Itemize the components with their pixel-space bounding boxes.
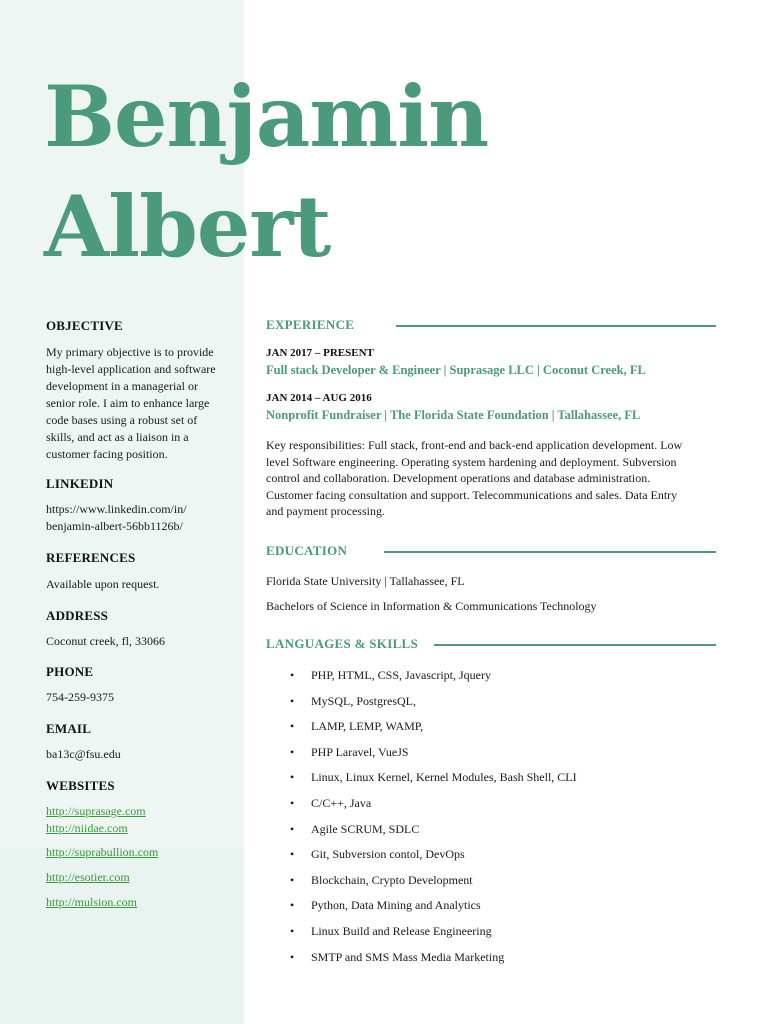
responsibilities-line: level Software engineering. Operating system hardening and deployment. Subversion [266, 454, 677, 469]
websites-heading: WEBSITES [46, 778, 115, 793]
bullet-icon: • [290, 693, 295, 708]
experience-heading-row [266, 317, 716, 337]
skill-text: Linux Build and Release Engineering [311, 923, 492, 938]
skill-text: Agile SCRUM, SDLC [311, 821, 420, 836]
education-heading: EDUCATION [266, 543, 348, 558]
job-dates: JAN 2017 – PRESENT [266, 347, 374, 359]
address-heading: ADDRESS [46, 608, 109, 623]
education-heading-row [266, 543, 716, 563]
list-item [290, 950, 577, 976]
section-divider [384, 551, 716, 553]
website-link[interactable]: http://suprabullion.com [46, 845, 159, 859]
email-section [46, 721, 236, 763]
phone-heading: PHONE [46, 664, 94, 679]
email-heading: EMAIL [46, 721, 92, 736]
website-link[interactable]: http://niidae.com [46, 821, 128, 835]
list-item [290, 873, 577, 899]
objective-text [46, 344, 236, 463]
skills-heading-row [266, 636, 716, 656]
objective-line: development in a managerial or [46, 379, 198, 393]
skill-text: Git, Subversion contol, DevOps [311, 847, 465, 862]
first-name: Benjamin [44, 67, 489, 166]
email-text: ba13c@fsu.edu [46, 747, 121, 761]
objective-line: senior role. I aim to enhance large [46, 396, 210, 410]
phone-text: 754-259-9375 [46, 690, 114, 704]
list-item [290, 796, 577, 822]
phone-section [46, 664, 236, 706]
skill-text: C/C++, Java [311, 795, 372, 810]
skill-text: Python, Data Mining and Analytics [311, 898, 481, 913]
section-divider [396, 325, 716, 327]
references-section [46, 550, 236, 593]
website-link[interactable]: http://suprasage.com [46, 804, 146, 818]
list-item [290, 924, 577, 950]
bullet-icon: • [290, 795, 295, 810]
linkedin-heading: LINKEDIN [46, 476, 114, 491]
bullet-icon: • [290, 821, 295, 836]
responsibilities-line: and payment processing. [266, 504, 385, 518]
objective-line: high-level application and software [46, 362, 216, 376]
list-item [290, 745, 577, 771]
bullet-icon: • [290, 923, 295, 938]
bullet-icon: • [290, 719, 295, 734]
references-text: Available upon request. [46, 577, 160, 591]
responsibilities-line: Key responsibilities: Full stack, front-end and back-end application development. Low [266, 438, 683, 452]
candidate-name [44, 62, 488, 282]
list-item [290, 898, 577, 924]
skill-text: Blockchain, Crypto Development [311, 872, 473, 887]
job-dates: JAN 2014 – AUG 2016 [266, 392, 372, 404]
responsibilities-text [266, 437, 714, 520]
skills-list [290, 668, 577, 975]
responsibilities-line: control and collaboration. Development operations and database administration. [266, 471, 651, 485]
list-item [290, 770, 577, 796]
bullet-icon: • [290, 847, 295, 862]
skill-text: LAMP, LEMP, WAMP, [311, 719, 424, 734]
job-role: Full stack Developer & Engineer | Suprasage LLC | Coconut Creek, FL [266, 363, 646, 377]
websites-section [46, 778, 236, 918]
list-item [290, 694, 577, 720]
last-name: Albert [44, 177, 331, 276]
linkedin-url[interactable] [46, 501, 236, 535]
address-text: Coconut creek, fl, 33066 [46, 634, 165, 648]
objective-line: customer facing position. [46, 447, 168, 461]
address-section [46, 608, 236, 650]
bullet-icon: • [290, 770, 295, 785]
linkedin-url-line: https://www.linkedin.com/in/ [46, 502, 187, 516]
education-degree: Bachelors of Science in Information & Communications Technology [266, 599, 597, 613]
education-school: Florida State University | Tallahassee, FL [266, 574, 465, 588]
list-item [290, 822, 577, 848]
skills-heading: LANGUAGES & SKILLS [266, 636, 419, 651]
bullet-icon: • [290, 898, 295, 913]
skill-text: SMTP and SMS Mass Media Marketing [311, 949, 505, 964]
responsibilities-line: Customer facing consultation and support. Telecommunications and sales. Data Entry [266, 487, 678, 502]
bullet-icon: • [290, 744, 295, 759]
objective-line: code bases using a robust set of [46, 413, 198, 427]
section-divider [434, 644, 716, 646]
bullet-icon: • [290, 668, 295, 682]
objective-heading: OBJECTIVE [46, 318, 123, 333]
experience-heading: EXPERIENCE [266, 317, 355, 332]
list-item [290, 719, 577, 745]
objective-line: My primary objective is to provide [46, 345, 214, 359]
objective-line: skills, and act as a liaison in a [46, 430, 189, 444]
list-item [290, 668, 577, 694]
bullet-icon: • [290, 872, 295, 887]
linkedin-url-line: benjamin-albert-56bb1126b/ [46, 519, 183, 533]
list-item [290, 847, 577, 873]
skill-text: PHP Laravel, VueJS [311, 744, 409, 759]
job-role: Nonprofit Fundraiser | The Florida State Foundation | Tallahassee, FL [266, 408, 641, 422]
website-link[interactable]: http://esotier.com [46, 870, 130, 884]
skill-text: MySQL, PostgresQL, [311, 693, 417, 708]
bullet-icon: • [290, 949, 295, 964]
skill-text: PHP, HTML, CSS, Javascript, Jquery [311, 668, 492, 682]
references-heading: REFERENCES [46, 550, 136, 565]
objective-section [46, 318, 236, 463]
linkedin-section [46, 476, 236, 535]
website-link[interactable]: http://mulsion.com [46, 895, 138, 909]
skill-text: Linux, Linux Kernel, Kernel Modules, Bash Shell, CLI [311, 770, 577, 785]
